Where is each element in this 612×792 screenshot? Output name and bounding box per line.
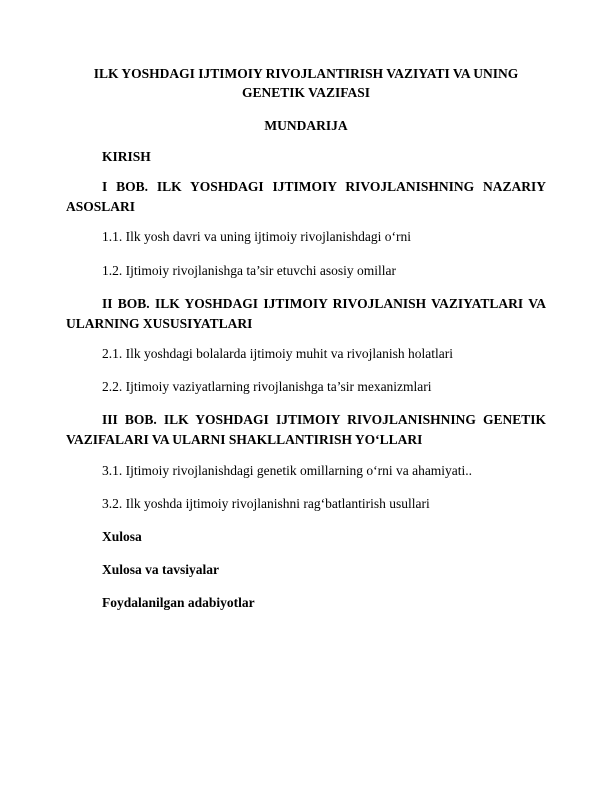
toc-entry-1-2: 1.2. Ijtimoiy rivojlanishga ta’sir etuvchi asosiy omillar [102,263,396,278]
toc-entry-1-1: 1.1. Ilk yosh davri va uning ijtimoiy rivojlanishdagi o‘rni [102,229,411,244]
toc-entry-chapter-2: II BOB. ILK YOSHDAGI IJTIMOIY RIVOJLANISH VAZIYATLARI VA ULARNING XUSUSIYATLARI [66,296,546,331]
toc-entry-adabiyotlar: Foydalanilgan adabiyotlar [102,595,255,610]
toc-entry-2-2: 2.2. Ijtimoiy vaziyatlarning rivojlanishga ta’sir mexanizmlari [102,379,432,394]
document-title: ILK YOSHDAGI IJTIMOIY RIVOJLANTIRISH VAZIYATI VA UNING GENETIK VAZIFASI [93,66,519,100]
toc-entry-chapter-1: I BOB. ILK YOSHDAGI IJTIMOIY RIVOJLANISHNING NAZARIY ASOSLARI [66,179,546,214]
toc-entry-xulosa-tavsiyalar: Xulosa va tavsiyalar [102,562,220,577]
toc-entry-chapter-3: III BOB. ILK YOSHDAGI IJTIMOIY RIVOJLANISHNING GENETIK VAZIFALARI VA ULARNI SHAKLLANTIRISH YO‘LLARI [66,412,546,447]
toc-entry-3-2: 3.2. Ilk yoshda ijtimoiy rivojlanishni rag‘batlantirish usullari [102,496,430,511]
toc-entry-3-1: 3.1. Ijtimoiy rivojlanishdagi genetik omillarning o‘rni va ahamiyati.. [102,463,473,478]
toc-entry-kirish: KIRISH [102,149,151,164]
contents-heading: MUNDARIJA [264,118,348,133]
toc-entry-2-1: 2.1. Ilk yoshdagi bolalarda ijtimoiy muhit va rivojlanish holatlari [102,346,453,361]
toc-entry-xulosa: Xulosa [102,529,142,544]
